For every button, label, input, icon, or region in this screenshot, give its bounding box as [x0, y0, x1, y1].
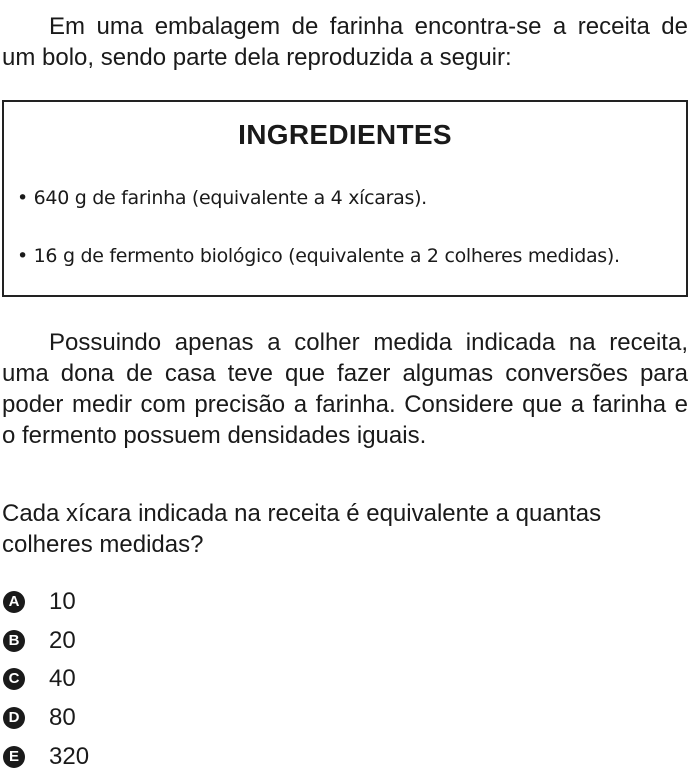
option-a-value: 10: [49, 588, 76, 616]
option-d-letter-icon: D: [3, 707, 25, 729]
option-a-letter-icon: A: [3, 591, 25, 613]
option-c-letter-icon: C: [3, 668, 25, 690]
option-e-letter-icon: E: [3, 746, 25, 768]
intro-paragraph: Em uma embalagem de farinha encontra-se a receita de um bolo, sendo parte dela reproduzida a seguir:: [2, 13, 688, 71]
option-d-value: 80: [49, 704, 76, 732]
context-paragraph: Possuindo apenas a colher medida indicada na receita, uma dona de casa teve que fazer algumas conversões para poder medir com precisão a farinha. Considere que a farinha e o fermento possuem densidades iguais.: [2, 329, 688, 449]
option-a[interactable]: [3, 583, 303, 622]
option-d[interactable]: [3, 699, 303, 738]
option-e[interactable]: [3, 737, 303, 776]
option-b-letter-icon: B: [3, 630, 25, 652]
ingredient-flour: • 640 g de farinha (equivalente a 4 xícaras).: [17, 187, 427, 209]
recipe-title: INGREDIENTES: [238, 119, 452, 150]
recipe-box: [2, 100, 688, 297]
option-c-value: 40: [49, 665, 76, 693]
answer-options: [3, 583, 303, 776]
option-b[interactable]: [3, 622, 303, 661]
ingredient-yeast: • 16 g de fermento biológico (equivalente a 2 colheres medidas).: [17, 245, 620, 267]
question-text: Cada xícara indicada na receita é equivalente a quantas colheres medidas?: [2, 500, 602, 558]
option-c[interactable]: [3, 660, 303, 699]
option-e-value: 320: [49, 742, 90, 770]
option-b-value: 20: [49, 626, 76, 654]
